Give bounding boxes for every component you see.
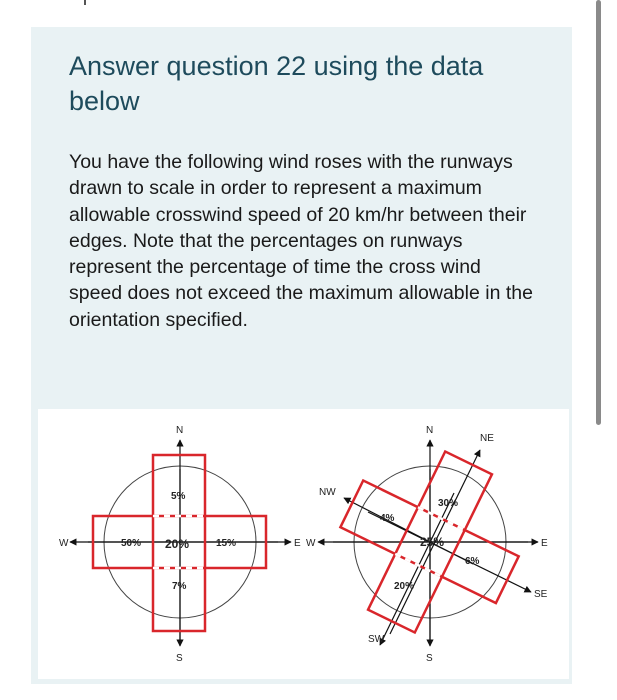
question-body: You have the following wind roses with the runways drawn to scale in order to represent a maximum allowable crosswind speed of 20 km/hr between their edges. Note that the percentages on runways represent the percentage of time the cross wind speed does not exceed the maximum allowable in the orientation specified. bbox=[69, 151, 533, 331]
right-label-nw: NW bbox=[319, 487, 336, 498]
wind-rose-diagram bbox=[38, 409, 569, 679]
left-pct-south: 7% bbox=[172, 581, 187, 592]
right-label-se: SE bbox=[534, 589, 548, 600]
left-pct-east: 15% bbox=[216, 538, 237, 549]
left-label-e: E bbox=[294, 538, 301, 549]
right-label-n: N bbox=[426, 425, 434, 436]
top-edge-mark bbox=[84, 0, 86, 5]
right-label-s: S bbox=[426, 653, 433, 664]
right-pct-northwest: 4% bbox=[380, 513, 395, 524]
right-pct-southwest: 20% bbox=[394, 581, 415, 592]
right-label-sw: SW bbox=[368, 634, 385, 645]
question-card bbox=[31, 27, 572, 684]
right-pct-southeast: 6% bbox=[465, 556, 480, 567]
left-pct-center: 20% bbox=[165, 537, 190, 551]
left-label-w: W bbox=[59, 538, 69, 549]
right-label-w: W bbox=[306, 538, 316, 549]
right-pct-northeast: 30% bbox=[438, 498, 459, 509]
left-wind-rose bbox=[59, 425, 301, 664]
left-pct-west: 50% bbox=[121, 538, 142, 549]
wind-rose-figure bbox=[38, 409, 569, 679]
left-label-s: S bbox=[176, 653, 183, 664]
right-label-e: E bbox=[541, 538, 548, 549]
right-wind-rose bbox=[306, 425, 548, 664]
scrollbar[interactable] bbox=[596, 0, 601, 425]
left-pct-north: 5% bbox=[171, 491, 186, 502]
left-label-n: N bbox=[176, 425, 184, 436]
question-title: Answer question 22 using the data below bbox=[69, 51, 484, 116]
right-pct-center: 25% bbox=[420, 535, 445, 549]
right-label-ne: NE bbox=[480, 433, 494, 444]
